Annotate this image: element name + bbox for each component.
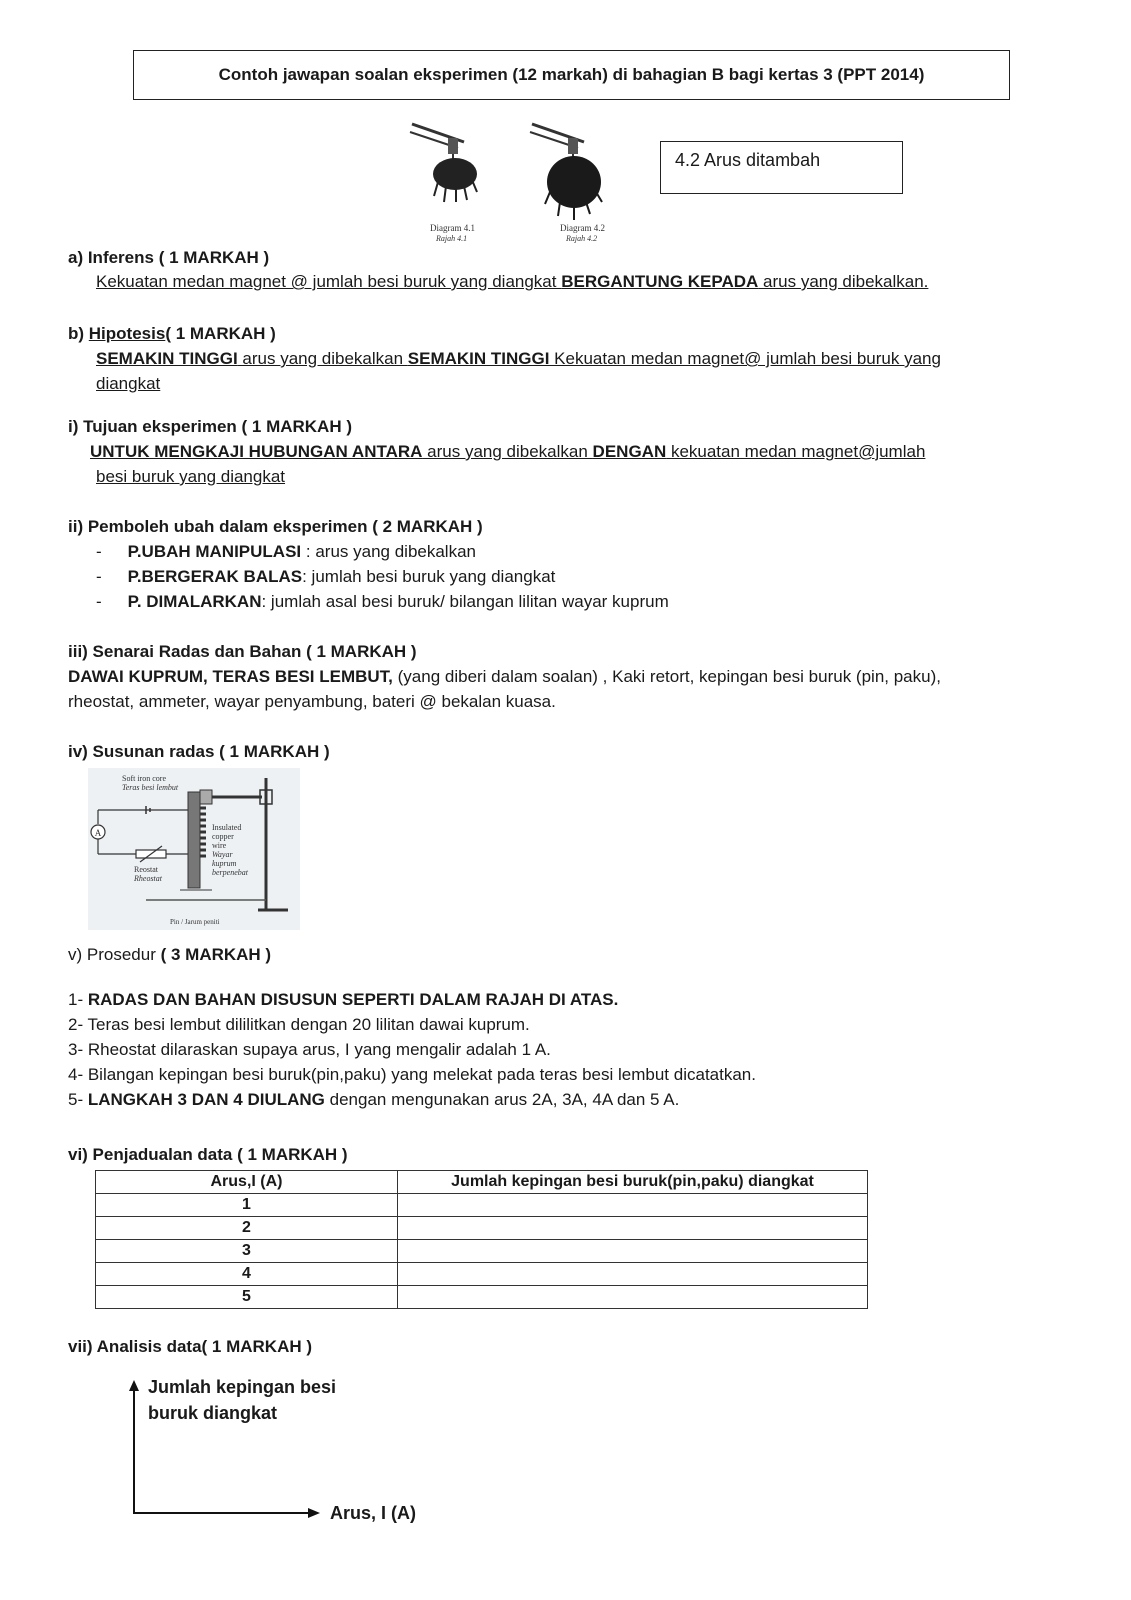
diagram-4-2-label: Diagram 4.2 — [560, 223, 605, 233]
table-cell-empty — [398, 1217, 868, 1240]
table-row — [96, 1286, 868, 1309]
tujuan-line-2: besi buruk yang diangkat — [96, 467, 286, 486]
apparatus-diagram — [88, 768, 300, 930]
wire-label-my-3: berpenebat — [212, 868, 248, 877]
procedure-step: 5- LANGKAH 3 DAN 4 DIULANG dengan mengunakan arus 2A, 3A, 4A dan 5 A. — [68, 1090, 680, 1109]
hipotesis-line-1: SEMAKIN TINGGI arus yang dibekalkan SEMAKIN TINGGI Kekuatan medan magnet@ jumlah besi buruk yang — [96, 349, 941, 368]
pemboleh-ubah-heading: ii) Pemboleh ubah dalam eksperimen ( 2 MARKAH ) — [68, 517, 483, 536]
diagram-4-1-figure — [410, 124, 477, 202]
data-table — [95, 1170, 868, 1309]
diagram-4-1-label: Diagram 4.1 — [430, 223, 475, 233]
table-header-jumlah: Jumlah kepingan besi buruk(pin,paku) diangkat — [398, 1171, 868, 1194]
procedure-step: 2- Teras besi lembut dililitkan dengan 20 lilitan dawai kuprum. — [68, 1015, 530, 1034]
wire-label-my-2: kuprum — [212, 859, 237, 868]
table-cell-empty — [398, 1194, 868, 1217]
radas-heading: iii) Senarai Radas dan Bahan ( 1 MARKAH ) — [68, 642, 417, 661]
table-header-row — [96, 1171, 868, 1194]
procedure-step: 3- Rheostat dilaraskan supaya arus, I yang mengalir adalah 1 A. — [68, 1040, 551, 1059]
table-cell-empty — [398, 1263, 868, 1286]
table-cell-arus: 3 — [96, 1240, 398, 1263]
ammeter-label: A — [94, 828, 102, 838]
analisis-heading: vii) Analisis data( 1 MARKAH ) — [68, 1337, 313, 1356]
x-axis-label: Arus, I (A) — [330, 1503, 417, 1523]
diagram-4-1-sublabel: Rajah 4.1 — [436, 234, 468, 243]
wire-label-my-1: Wayar — [212, 850, 233, 859]
rheostat-label-en: Rheostat — [134, 874, 162, 883]
pin-label: Pin / Jarum peniti — [170, 918, 220, 926]
x-axis-arrow-icon — [308, 1508, 320, 1518]
tujuan-line-1: UNTUK MENGKAJI HUBUNGAN ANTARA arus yang dibekalkan DENGAN kekuatan medan magnet@jumlah — [90, 442, 926, 461]
diagram-4-2-figure — [530, 124, 602, 220]
electromagnet-diagrams — [400, 112, 630, 247]
procedure-step: 4- Bilangan kepingan besi buruk(pin,paku) yang melekat pada teras besi lembut dicatatkan. — [68, 1065, 756, 1084]
penjadualan-heading: vi) Penjadualan data ( 1 MARKAH ) — [68, 1145, 348, 1164]
susunan-heading: iv) Susunan radas ( 1 MARKAH ) — [68, 742, 330, 761]
wire-label-en-3: wire — [212, 841, 227, 850]
hipotesis-heading: b) Hipotesis( 1 MARKAH ) — [68, 324, 276, 343]
variable-item: - P.UBAH MANIPULASI : arus yang dibekalkan — [96, 542, 476, 561]
table-cell-empty — [398, 1286, 868, 1309]
radas-line-1: DAWAI KUPRUM, TERAS BESI LEMBUT, (yang diberi dalam soalan) , Kaki retort, kepingan besi buruk (pin, paku), — [68, 667, 941, 686]
prosedur-heading: v) Prosedur ( 3 MARKAH ) — [68, 945, 272, 964]
variable-item: - P.BERGERAK BALAS: jumlah besi buruk yang diangkat — [96, 567, 556, 586]
graph-axes — [124, 1378, 324, 1518]
table-cell-arus: 4 — [96, 1263, 398, 1286]
tujuan-heading: i) Tujuan eksperimen ( 1 MARKAH ) — [68, 417, 352, 436]
core-label-en: Soft iron core — [122, 774, 166, 783]
table-row — [96, 1263, 868, 1286]
inferens-text: Kekuatan medan magnet @ jumlah besi buruk yang diangkat BERGANTUNG KEPADA arus yang dibekalkan. — [96, 272, 929, 291]
note-box: 4.2 Arus ditambah — [660, 141, 903, 194]
table-cell-empty — [398, 1240, 868, 1263]
table-row — [96, 1240, 868, 1263]
variable-item: - P. DIMALARKAN: jumlah asal besi buruk/ bilangan lilitan wayar kuprum — [96, 592, 669, 611]
hipotesis-line-2: diangkat — [96, 374, 161, 393]
radas-line-2: rheostat, ammeter, wayar penyambung, bateri @ bekalan kuasa. — [68, 692, 556, 711]
core-label-my: Teras besi lembut — [122, 783, 179, 792]
table-cell-arus: 2 — [96, 1217, 398, 1240]
wire-label-en-1: Insulated — [212, 823, 242, 832]
diagram-4-2-sublabel: Rajah 4.2 — [566, 234, 598, 243]
table-cell-arus: 1 — [96, 1194, 398, 1217]
wire-label-en-2: copper — [212, 832, 234, 841]
table-header-arus: Arus,I (A) — [96, 1171, 398, 1194]
table-row — [96, 1194, 868, 1217]
y-axis-label-line-2: buruk diangkat — [148, 1403, 278, 1423]
inferens-heading: a) Inferens ( 1 MARKAH ) — [68, 248, 270, 267]
table-cell-arus: 5 — [96, 1286, 398, 1309]
page-title: Contoh jawapan soalan eksperimen (12 markah) di bahagian B bagi kertas 3 (PPT 2014) — [133, 50, 1010, 100]
rheostat-label-my: Reostat — [134, 865, 158, 874]
y-axis-arrow-icon — [129, 1380, 139, 1391]
procedure-step: 1- RADAS DAN BAHAN DISUSUN SEPERTI DALAM RAJAH DI ATAS. — [68, 990, 619, 1009]
table-row — [96, 1217, 868, 1240]
y-axis-label-line-1: Jumlah kepingan besi — [148, 1377, 337, 1397]
